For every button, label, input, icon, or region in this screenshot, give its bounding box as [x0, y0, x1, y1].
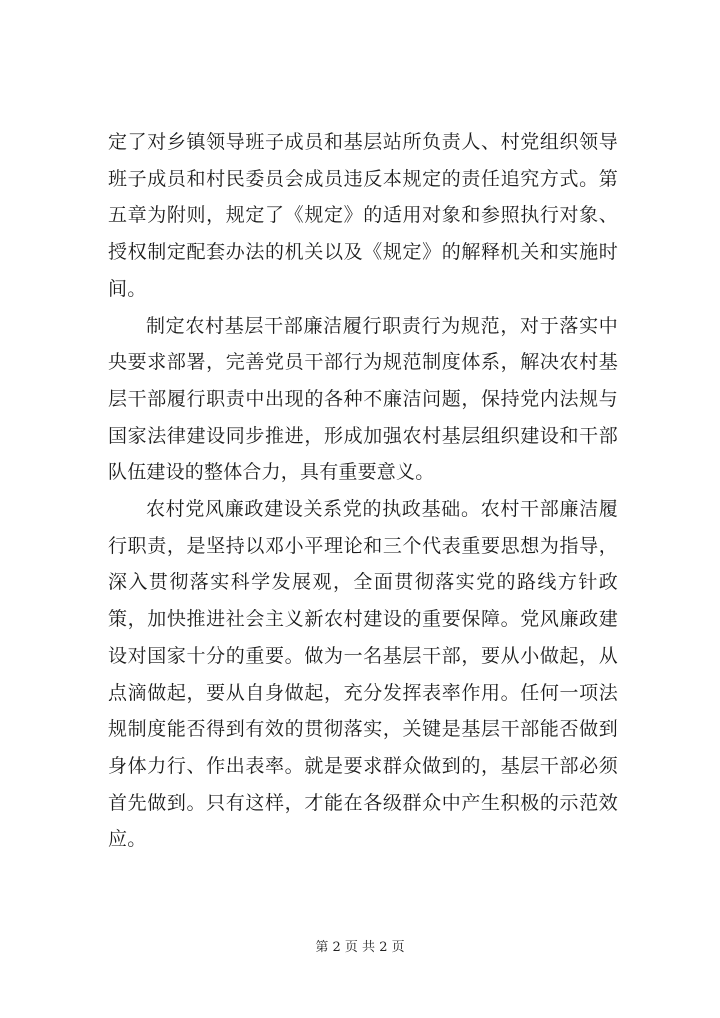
page-footer: 第 2 页 共 2 页: [315, 940, 405, 955]
document-body: [108, 124, 618, 858]
paragraph-1: 定了对乡镇领导班子成员和基层站所负责人、村党组织领导班子成员和村民委员会成员违反本规定的责任追究方式。第五章为附则，规定了《规定》的适用对象和参照执行对象、授权制定配套办法的机关以及《规定》的解释机关和实施时间。: [108, 131, 618, 300]
paragraph-2: 制定农村基层干部廉洁履行职责行为规范，对于落实中央要求部署，完善党员干部行为规范制度体系，解决农村基层干部履行职责中出现的各种不廉洁问题，保持党内法规与国家法律建设同步推进，形成加强农村基层组织建设和干部队伍建设的整体合力，具有重要意义。: [108, 314, 618, 484]
paragraph-3: 农村党风廉政建设关系党的执政基础。农村干部廉洁履行职责，是坚持以邓小平理论和三个代表重要思想为指导，深入贯彻落实科学发展观，全面贯彻落实党的路线方针政策，加快推进社会主义新农村建设的重要保障。党风廉政建设对国家十分的重要。做为一名基层干部，要从小做起，从点滴做起，要从自身做起，充分发挥表率作用。任何一项法规制度能否得到有效的贯彻落实，关键是基层干部能否做到身体力行、作出表率。就是要求群众做到的，基层干部必须首先做到。只有这样，才能在各级群众中产生积极的示范效应。: [108, 498, 618, 851]
